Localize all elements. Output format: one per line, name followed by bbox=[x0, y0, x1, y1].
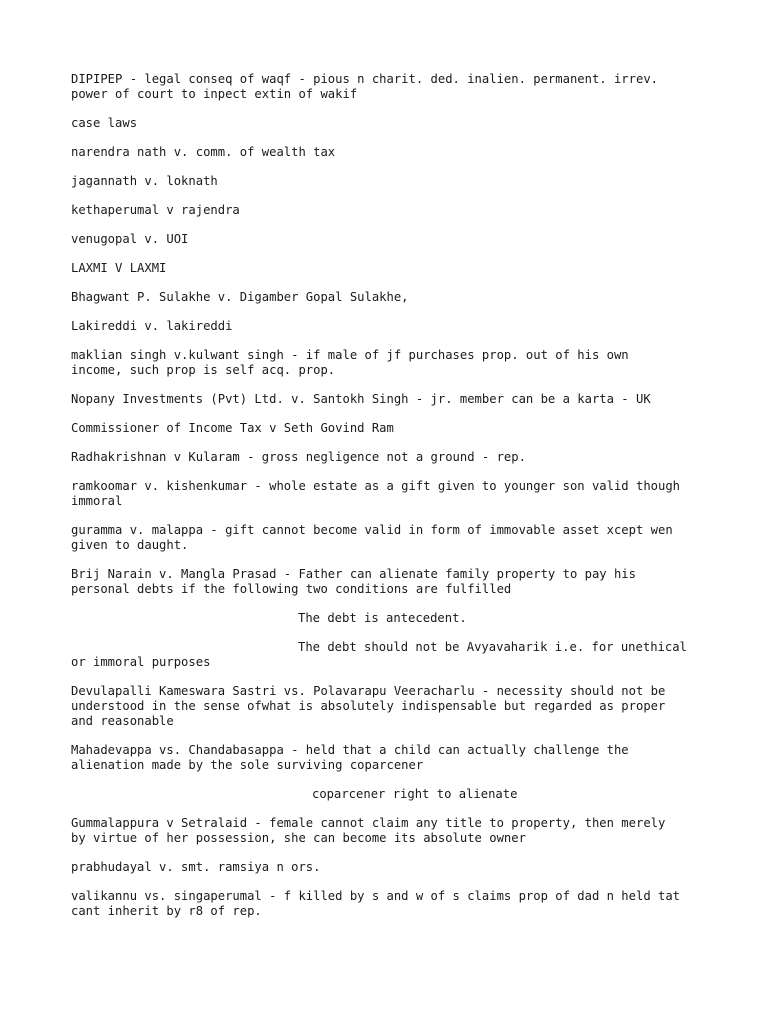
text-line: DIPIPEP - legal conseq of waqf - pious n charit. ded. inalien. permanent. irrev. bbox=[71, 72, 658, 86]
text-paragraph bbox=[71, 348, 711, 378]
text-line: Radhakrishnan v Kularam - gross negligence not a ground - rep. bbox=[71, 450, 526, 464]
text-paragraph bbox=[71, 174, 711, 189]
text-line: LAXMI V LAXMI bbox=[71, 261, 167, 275]
text-line: power of court to inpect extin of wakif bbox=[71, 87, 358, 101]
text-paragraph bbox=[71, 232, 711, 247]
text-paragraph bbox=[71, 479, 711, 509]
text-paragraph bbox=[71, 816, 711, 846]
text-line: Devulapalli Kameswara Sastri vs. Polavarapu Veeracharlu - necessity should not be bbox=[71, 684, 666, 698]
text-line: and reasonable bbox=[71, 714, 174, 728]
text-line: kethaperumal v rajendra bbox=[71, 203, 240, 217]
text-line: Nopany Investments (Pvt) Ltd. v. Santokh Singh - jr. member can be a karta - UK bbox=[71, 392, 651, 406]
text-line: The debt is antecedent. bbox=[298, 611, 467, 625]
text-paragraph bbox=[71, 145, 711, 160]
document-page bbox=[71, 72, 711, 933]
text-line: Brij Narain v. Mangla Prasad - Father can alienate family property to pay his bbox=[71, 567, 636, 581]
text-paragraph bbox=[71, 567, 711, 597]
text-paragraph bbox=[71, 203, 711, 218]
text-line: Bhagwant P. Sulakhe v. Digamber Gopal Sulakhe, bbox=[71, 290, 409, 304]
text-line: income, such prop is self acq. prop. bbox=[71, 363, 336, 377]
text-line: coparcener right to alienate bbox=[312, 787, 518, 801]
text-paragraph bbox=[71, 319, 711, 334]
text-line: Mahadevappa vs. Chandabasappa - held that a child can actually challenge the bbox=[71, 743, 629, 757]
text-line: personal debts if the following two conditions are fulfilled bbox=[71, 582, 512, 596]
text-paragraph bbox=[71, 889, 711, 919]
text-paragraph bbox=[71, 684, 711, 729]
text-paragraph bbox=[71, 450, 711, 465]
text-line: understood in the sense ofwhat is absolutely indispensable but regarded as proper bbox=[71, 699, 666, 713]
text-paragraph bbox=[71, 787, 711, 802]
text-paragraph bbox=[71, 261, 711, 276]
text-line: valikannu vs. singaperumal - f killed by s and w of s claims prop of dad n held tat bbox=[71, 889, 681, 903]
text-line: given to daught. bbox=[71, 538, 189, 552]
text-line: by virtue of her possession, she can become its absolute owner bbox=[71, 831, 526, 845]
text-line: Commissioner of Income Tax v Seth Govind Ram bbox=[71, 421, 394, 435]
text-line: narendra nath v. comm. of wealth tax bbox=[71, 145, 336, 159]
text-line: venugopal v. UOI bbox=[71, 232, 189, 246]
text-paragraph bbox=[71, 116, 711, 131]
text-line: Lakireddi v. lakireddi bbox=[71, 319, 233, 333]
text-line: cant inherit by r8 of rep. bbox=[71, 904, 262, 918]
text-paragraph bbox=[71, 421, 711, 436]
text-line: The debt should not be Avyavaharik i.e. for unethical bbox=[298, 640, 687, 654]
text-paragraph bbox=[71, 392, 711, 407]
text-line: prabhudayal v. smt. ramsiya n ors. bbox=[71, 860, 321, 874]
text-paragraph bbox=[71, 290, 711, 305]
text-line: ramkoomar v. kishenkumar - whole estate as a gift given to younger son valid though bbox=[71, 479, 681, 493]
text-paragraph bbox=[71, 523, 711, 553]
text-line: jagannath v. loknath bbox=[71, 174, 218, 188]
text-paragraph bbox=[71, 860, 711, 875]
text-line: case laws bbox=[71, 116, 138, 130]
text-paragraph bbox=[71, 72, 711, 102]
text-line: maklian singh v.kulwant singh - if male of jf purchases prop. out of his own bbox=[71, 348, 629, 362]
text-line: immoral bbox=[71, 494, 123, 508]
text-paragraph bbox=[71, 640, 711, 670]
text-paragraph bbox=[71, 611, 711, 626]
text-paragraph bbox=[71, 743, 711, 773]
text-line: or immoral purposes bbox=[71, 655, 211, 669]
text-line: alienation made by the sole surviving coparcener bbox=[71, 758, 424, 772]
text-line: guramma v. malappa - gift cannot become valid in form of immovable asset xcept wen bbox=[71, 523, 673, 537]
text-line: Gummalappura v Setralaid - female cannot claim any title to property, then merely bbox=[71, 816, 666, 830]
